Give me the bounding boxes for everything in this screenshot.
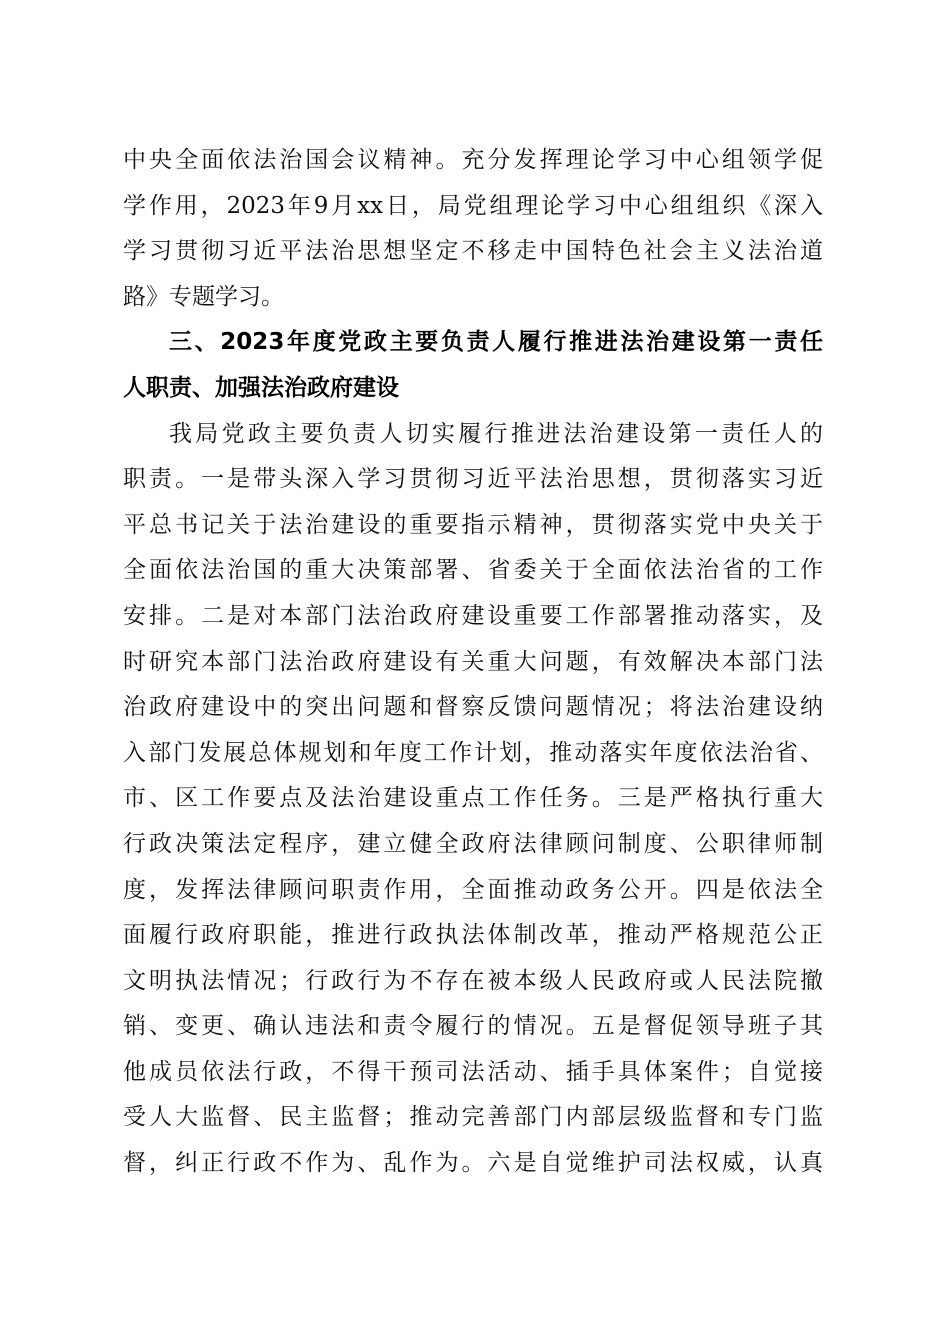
section-heading-line: 三、2023年度党政主要负责人履行推进法治建设第一责任 — [169, 329, 823, 356]
text-line: 职责。一是带头深入学习贯彻习近平法治思想，贯彻落实习近 — [123, 466, 823, 493]
text-line: 行政决策法定程序，建立健全政府法律顾问制度、公职律师制 — [123, 830, 823, 857]
paragraph-body — [123, 412, 823, 1187]
text-line: 学作用，2023年9月xx日，局党组理论学习中心组组织《深入 — [123, 192, 823, 219]
text-line: 安排。二是对本部门法治政府建设重要工作部署推动落实，及 — [123, 602, 823, 629]
text-line: 面履行政府职能，推进行政执法体制改革，推动严格规范公正 — [123, 922, 823, 949]
text-line: 路》专题学习。 — [123, 283, 284, 310]
text-line: 督，纠正行政不作为、乱作为。六是自觉维护司法权威，认真 — [123, 1150, 823, 1177]
text-line: 我局党政主要负责人切实履行推进法治建设第一责任人的 — [169, 420, 823, 447]
section-heading-line: 人职责、加强法治政府建设 — [123, 374, 399, 401]
text-line: 销、变更、确认违法和责令履行的情况。五是督促领导班子其 — [123, 1013, 823, 1040]
text-line: 全面依法治国的重大决策部署、省委关于全面依法治省的工作 — [123, 557, 823, 584]
text-line: 市、区工作要点及法治建设重点工作任务。三是严格执行重大 — [123, 785, 823, 812]
text-line: 文明执法情况；行政行为不存在被本级人民政府或人民法院撤 — [123, 967, 823, 994]
text-line: 受人大监督、民主监督；推动完善部门内部层级监督和专门监 — [123, 1104, 823, 1131]
text-line: 入部门发展总体规划和年度工作计划，推动落实年度依法治省、 — [123, 739, 823, 766]
text-line: 治政府建设中的突出问题和督察反馈问题情况；将法治建设纳 — [123, 694, 823, 721]
text-line: 中央全面依法治国会议精神。充分发挥理论学习中心组领学促 — [123, 147, 823, 173]
section-heading — [123, 320, 823, 411]
text-line: 度，发挥法律顾问职责作用，全面推动政务公开。四是依法全 — [123, 876, 823, 903]
paragraph-continued — [123, 138, 823, 320]
text-line: 时研究本部门法治政府建设有关重大问题，有效解决本部门法 — [123, 648, 823, 675]
text-line: 他成员依法行政，不得干预司法活动、插手具体案件；自觉接 — [123, 1058, 823, 1085]
text-line: 平总书记关于法治建设的重要指示精神，贯彻落实党中央关于 — [123, 511, 823, 538]
text-line: 学习贯彻习近平法治思想坚定不移走中国特色社会主义法治道 — [123, 238, 823, 265]
document-body — [123, 138, 823, 1187]
